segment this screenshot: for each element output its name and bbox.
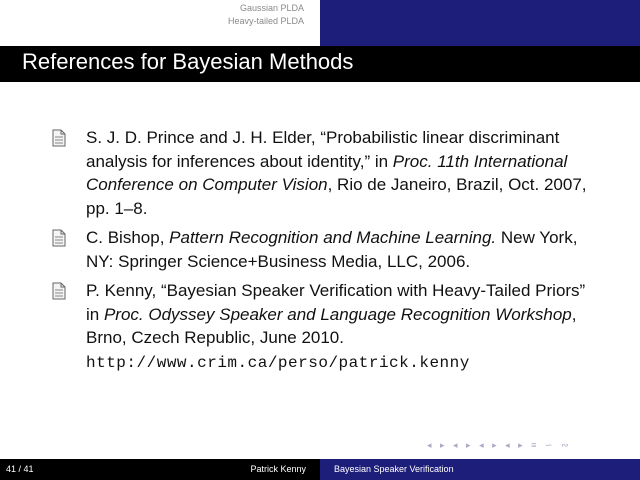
reference-item [52,279,612,375]
footer-right [320,459,640,480]
reference-text-segment: , Brno, Czech Republic, June 2010. [86,304,577,347]
page-number: 41 / 41 [6,464,34,474]
reference-italic-text: Proc. Odyssey Speaker and Language Recognition Workshop [103,304,572,324]
reference-italic-text: Proc. 11th International Conference on Computer Vision [86,151,568,194]
slide-title: References for Bayesian Methods [22,49,354,74]
navigation-symbols[interactable]: ◂ ▸ ◂ ▸ ◂ ▸ ◂ ▸ ≡ ∽ ∾ [427,440,572,450]
reference-text-segment: S. J. D. Prince and J. H. Elder, “Probabilistic linear discriminant analysis for inferences about identity,” in [86,128,560,171]
reference-text [86,279,596,375]
reference-list [52,126,612,381]
document-icon [52,282,66,300]
reference-text-segment: P. Kenny, “Bayesian Speaker Verification with Heavy-Tailed Priors” in [86,281,586,324]
document-icon [52,129,66,147]
document-icon [52,229,66,247]
reference-text [86,126,596,220]
footer [0,459,640,480]
nav-item-heavy-tailed-plda[interactable]: Heavy-tailed PLDA [227,16,304,26]
reference-item [52,126,612,220]
reference-url[interactable]: http://www.crim.ca/perso/patrick.kenny [86,353,470,372]
reference-italic-text: Pattern Recognition and Machine Learning. [169,228,497,247]
footer-talk-title: Bayesian Speaker Verification [334,464,454,474]
reference-text-segment: , Rio de Janeiro, Brazil, Oct. 2007, pp. 1–8. [86,175,587,218]
reference-text [86,226,596,273]
nav-item-directional-scattering[interactable]: Directional scattering [219,29,304,39]
section-navigation [0,2,304,41]
footer-left [0,459,320,480]
reference-item [52,226,612,273]
footer-author: Patrick Kenny [250,464,306,474]
reference-text-segment: C. Bishop, [86,228,170,247]
nav-item-gaussian-plda[interactable]: Gaussian PLDA [239,3,304,13]
header-right-panel [320,0,640,46]
reference-text-segment: New York, NY: Springer Science+Business Media, LLC, 2006. [86,228,578,271]
